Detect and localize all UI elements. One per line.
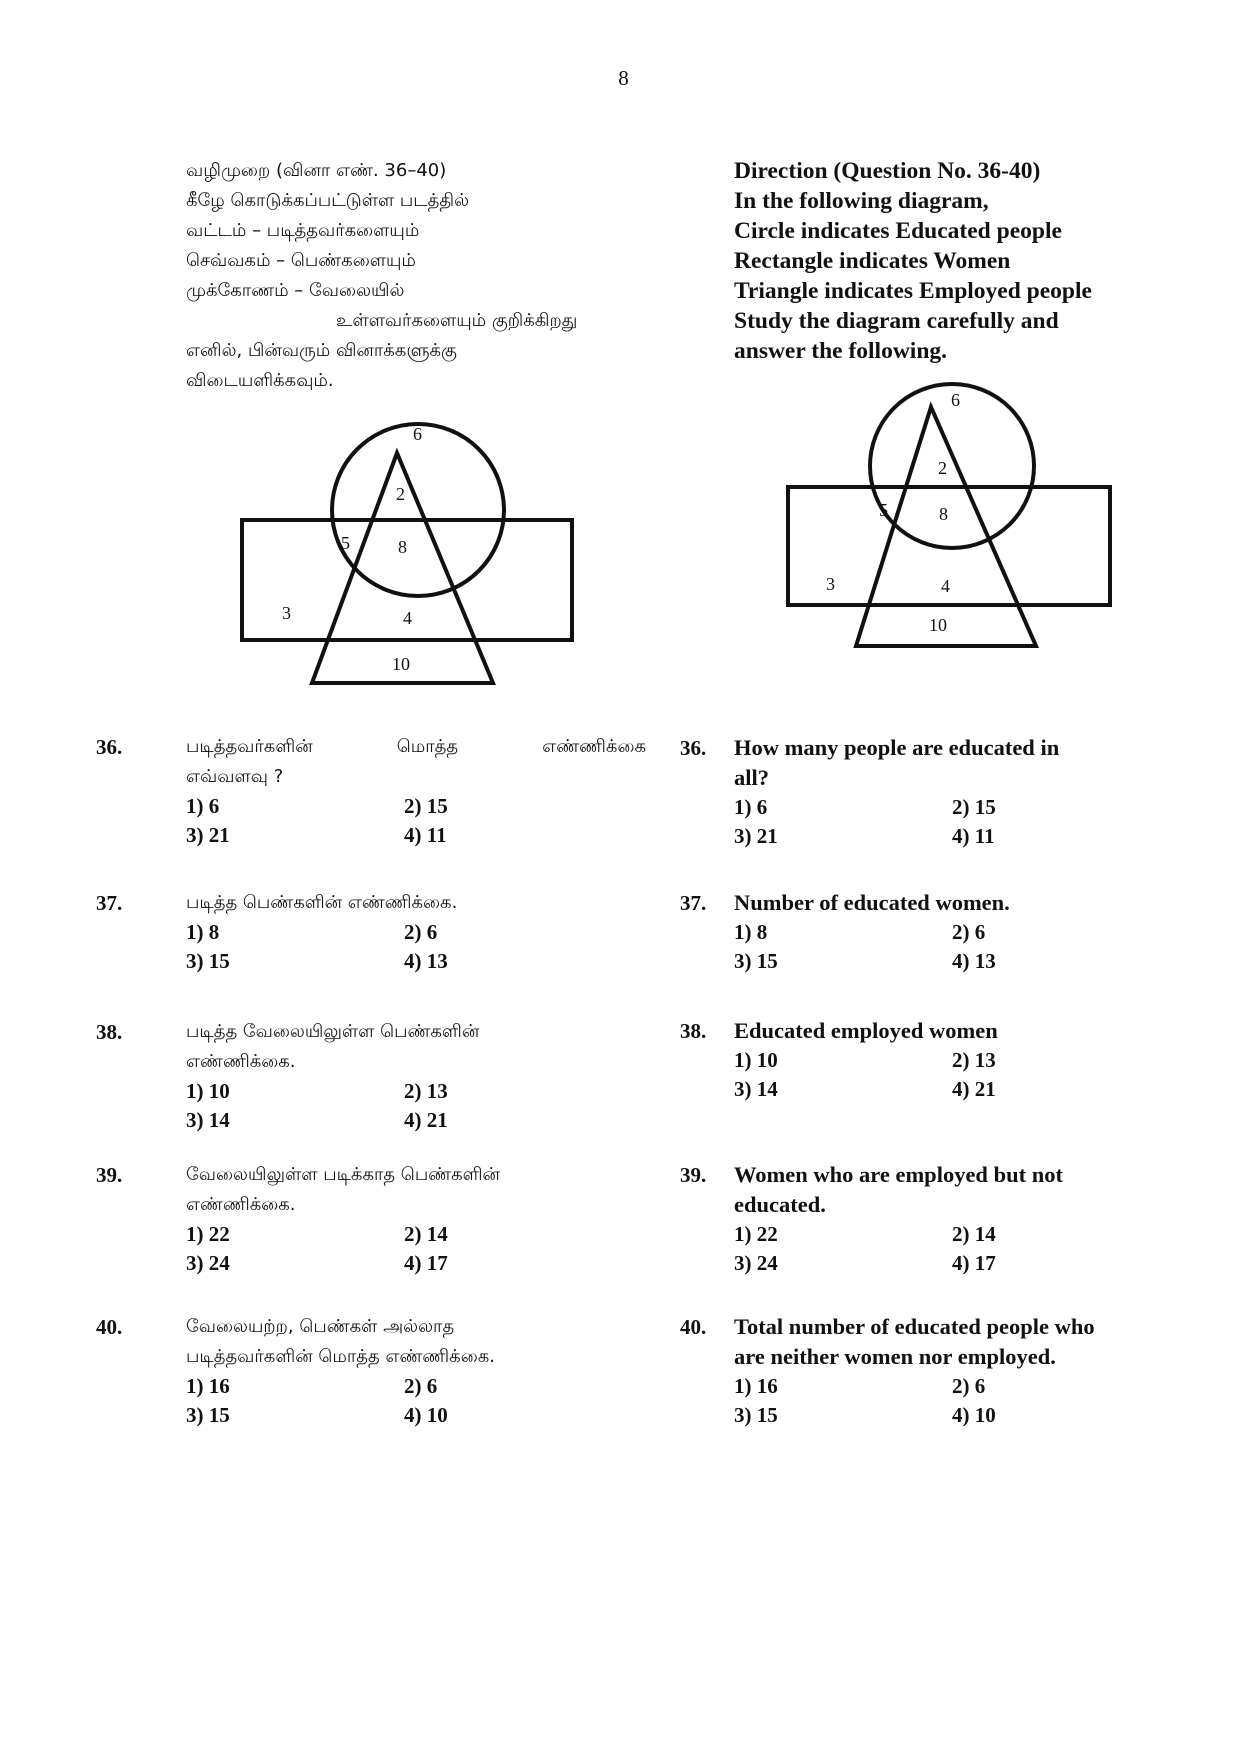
option[interactable]: 3) 15 <box>186 949 230 973</box>
option[interactable]: 4) 11 <box>952 824 995 848</box>
option[interactable]: 1) 22 <box>734 1222 778 1246</box>
option[interactable]: 2) 15 <box>952 795 996 819</box>
option[interactable]: 2) 6 <box>404 920 438 944</box>
question-number: 40. <box>680 1315 707 1339</box>
question-text: வேலையிலுள்ள படிக்காத பெண்களின் <box>186 1164 500 1185</box>
direction-english-line: answer the following. <box>734 338 948 364</box>
option[interactable]: 4) 17 <box>404 1251 448 1275</box>
label-all-three: 8 <box>398 537 407 557</box>
options <box>734 1220 1174 1278</box>
question-text: வேலையற்ற, பெண்கள் அல்லாத <box>186 1316 455 1337</box>
option[interactable]: 4) 17 <box>952 1251 996 1275</box>
label-rectangle-triangle: 4 <box>403 608 412 628</box>
question-text: படித்த பெண்களின் எண்ணிக்கை. <box>186 892 458 913</box>
question-text: educated. <box>734 1192 826 1217</box>
options <box>186 1220 646 1278</box>
page-number: 8 <box>618 66 629 90</box>
option[interactable]: 4) 13 <box>952 949 996 973</box>
direction-english-line: Study the diagram carefully and <box>734 308 1059 334</box>
question-text: Total number of educated people who <box>734 1314 1095 1339</box>
option[interactable]: 4) 10 <box>404 1403 448 1427</box>
option[interactable]: 2) 6 <box>952 1374 986 1398</box>
option[interactable]: 3) 14 <box>186 1108 230 1132</box>
option[interactable]: 3) 21 <box>186 823 230 847</box>
question-text: எண்ணிக்கை. <box>186 1194 296 1215</box>
options <box>734 1046 1174 1104</box>
option[interactable]: 4) 21 <box>404 1108 448 1132</box>
question-text: எவ்வளவு ? <box>186 766 284 787</box>
option[interactable]: 2) 14 <box>404 1222 448 1246</box>
option[interactable]: 2) 15 <box>404 794 448 818</box>
option[interactable]: 3) 14 <box>734 1077 778 1101</box>
question-number: 36. <box>680 736 707 760</box>
question-text: படித்தவர்களின் மொத்த எண்ணிக்கை <box>186 736 646 757</box>
question-text: எண்ணிக்கை. <box>186 1051 296 1072</box>
option[interactable]: 3) 15 <box>734 949 778 973</box>
question-number: 39. <box>96 1163 123 1187</box>
option[interactable]: 4) 11 <box>404 823 447 847</box>
option[interactable]: 3) 21 <box>734 824 778 848</box>
direction-tamil-line: முக்கோணம் – வேலையில் <box>186 280 405 301</box>
label-all-three: 8 <box>939 504 948 524</box>
question-text: படித்த வேலையிலுள்ள பெண்களின் <box>186 1021 480 1042</box>
circle-educated <box>332 424 504 596</box>
options <box>734 1372 1174 1430</box>
option[interactable]: 4) 21 <box>952 1077 996 1101</box>
option[interactable]: 2) 13 <box>404 1079 448 1103</box>
question-number: 37. <box>680 891 707 915</box>
question-text: Number of educated women. <box>734 890 1010 915</box>
label-triangle-only: 10 <box>929 615 947 635</box>
label-circle-only: 6 <box>413 424 422 444</box>
question-text: all? <box>734 765 770 790</box>
direction-tamil-line: எனில், பின்வரும் வினாக்களுக்கு <box>186 340 457 361</box>
option[interactable]: 3) 24 <box>186 1251 230 1275</box>
options <box>734 918 1174 976</box>
option[interactable]: 1) 6 <box>186 794 220 818</box>
direction-tamil-line: உள்ளவர்களையும் குறிக்கிறது <box>336 310 578 331</box>
direction-tamil-line: கீழே கொடுக்கப்பட்டுள்ள படத்தில் <box>186 190 470 211</box>
question-number: 39. <box>680 1163 707 1187</box>
question-number: 38. <box>680 1019 707 1043</box>
option[interactable]: 3) 24 <box>734 1251 778 1275</box>
option[interactable]: 1) 16 <box>734 1374 778 1398</box>
direction-english-line: Rectangle indicates Women <box>734 248 1011 274</box>
option[interactable]: 1) 8 <box>734 920 768 944</box>
label-rectangle-only: 3 <box>826 574 835 594</box>
question-text: Educated employed women <box>734 1018 998 1043</box>
option[interactable]: 1) 10 <box>734 1048 778 1072</box>
option[interactable]: 3) 15 <box>734 1403 778 1427</box>
question-text: Women who are employed but not <box>734 1162 1063 1187</box>
options <box>186 1372 646 1430</box>
question-number: 40. <box>96 1315 123 1339</box>
label-circle-rectangle: 5 <box>341 533 350 553</box>
label-circle-only: 6 <box>951 390 960 410</box>
venn-diagram-tamil <box>240 420 580 690</box>
label-circle-rectangle: 5 <box>879 500 888 520</box>
option[interactable]: 1) 6 <box>734 795 768 819</box>
question-number: 37. <box>96 891 123 915</box>
option[interactable]: 1) 22 <box>186 1222 230 1246</box>
direction-english <box>734 156 1092 366</box>
option[interactable]: 1) 8 <box>186 920 220 944</box>
direction-english-line: Circle indicates Educated people <box>734 218 1062 244</box>
option[interactable]: 2) 6 <box>404 1374 438 1398</box>
question-text: படித்தவர்களின் மொத்த எண்ணிக்கை. <box>186 1346 495 1367</box>
question-number: 38. <box>96 1020 123 1044</box>
direction-tamil-line: வட்டம் – படித்தவர்களையும் <box>186 220 420 241</box>
option[interactable]: 4) 10 <box>952 1403 996 1427</box>
option[interactable]: 1) 10 <box>186 1079 230 1103</box>
option[interactable]: 2) 13 <box>952 1048 996 1072</box>
options <box>186 1077 646 1135</box>
direction-english-line: Triangle indicates Employed people <box>734 278 1092 304</box>
direction-english-line: Direction (Question No. 36-40) <box>734 158 1041 184</box>
venn-diagram-english <box>786 380 1116 650</box>
label-triangle-only: 10 <box>392 654 410 674</box>
direction-tamil <box>186 156 577 396</box>
direction-english-line: In the following diagram, <box>734 188 989 214</box>
option[interactable]: 3) 15 <box>186 1403 230 1427</box>
direction-tamil-line: விடையளிக்கவும். <box>186 370 334 391</box>
options <box>186 918 646 976</box>
label-circle-triangle: 2 <box>396 484 405 504</box>
options <box>186 792 646 850</box>
question-number: 36. <box>96 735 123 759</box>
direction-tamil-line: வழிமுறை (வினா எண். 36–40) <box>186 160 447 181</box>
option[interactable]: 1) 16 <box>186 1374 230 1398</box>
label-rectangle-triangle: 4 <box>941 576 950 596</box>
options <box>734 793 1174 851</box>
question-text: are neither women nor employed. <box>734 1344 1056 1369</box>
label-circle-triangle: 2 <box>938 458 947 478</box>
label-rectangle-only: 3 <box>282 603 291 623</box>
option[interactable]: 2) 6 <box>952 920 986 944</box>
option[interactable]: 4) 13 <box>404 949 448 973</box>
option[interactable]: 2) 14 <box>952 1222 996 1246</box>
direction-tamil-line: செவ்வகம் – பெண்களையும் <box>186 250 416 271</box>
question-text: How many people are educated in <box>734 735 1060 760</box>
